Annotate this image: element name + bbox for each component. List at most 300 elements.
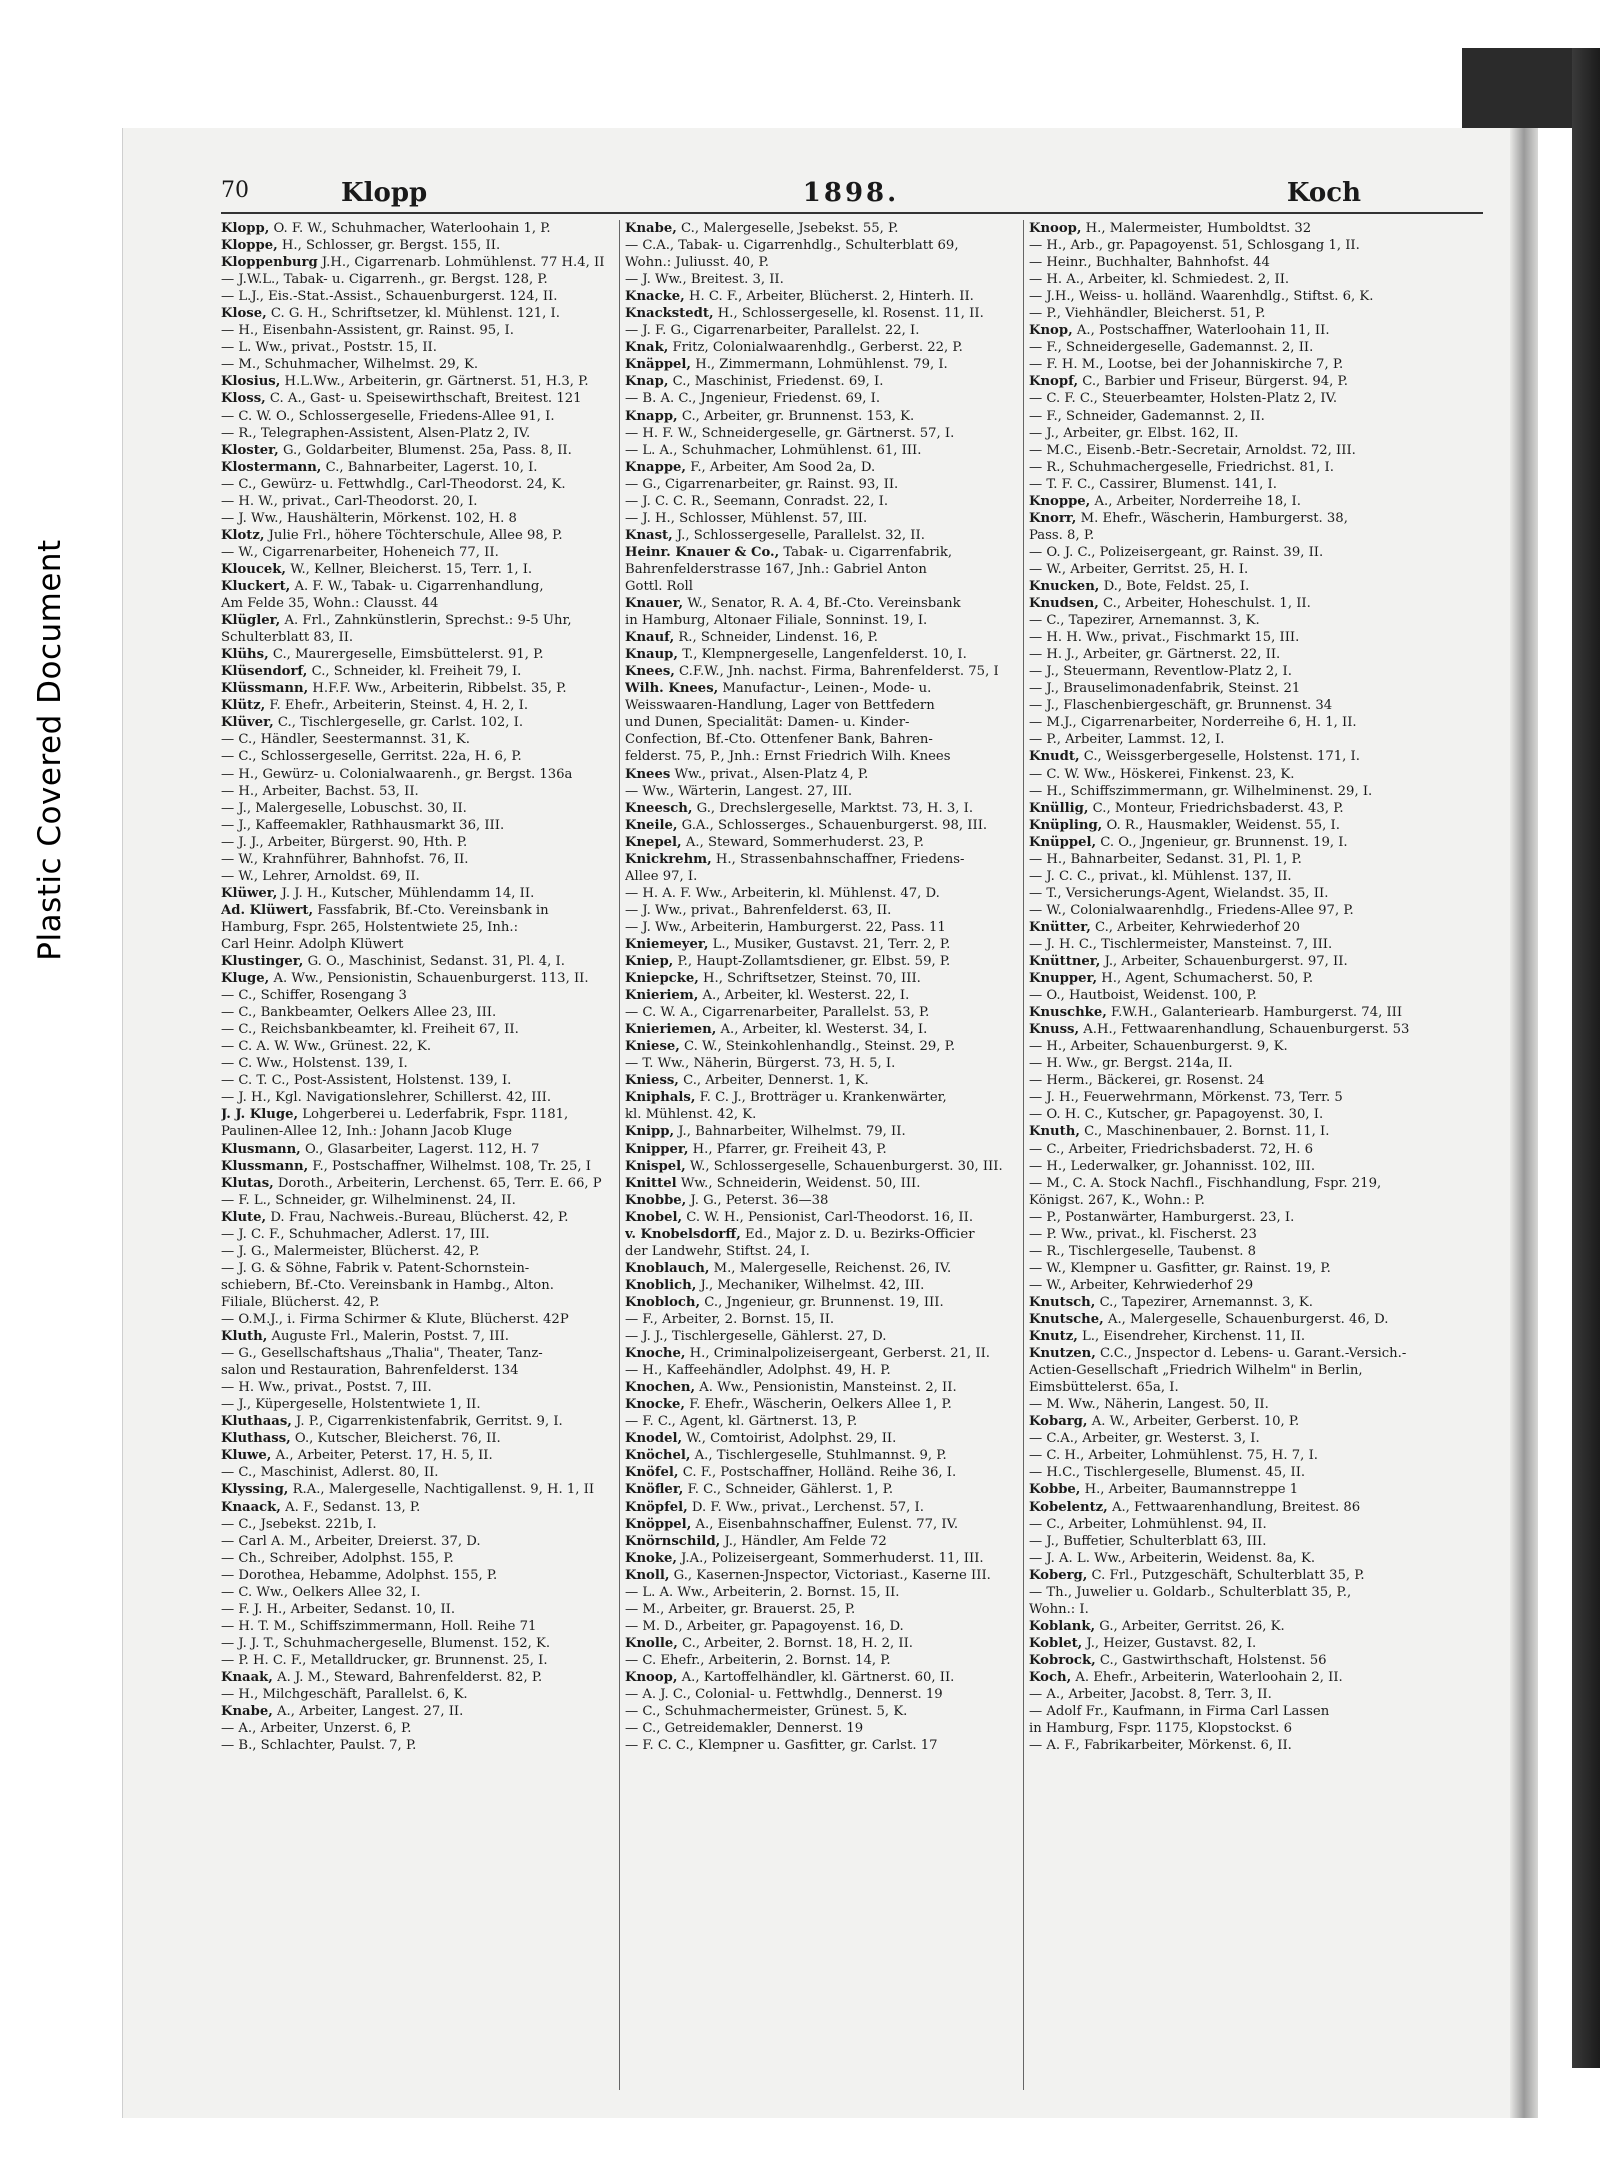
directory-entry: [1029, 1192, 1421, 1209]
entry-details: — J. J., Arbeiter, Bürgerst. 90, Hth. P.: [221, 834, 468, 850]
directory-column-1: [221, 220, 613, 2090]
entry-details: — C. W. O., Schlossergeselle, Friedens-Allee 91, I.: [221, 408, 555, 424]
entry-details: — J. H. C., Tischlermeister, Mansteinst. 7, III.: [1029, 936, 1333, 952]
entry-details: C., Arbeiter, 2. Bornst. 18, H. 2, II.: [677, 1635, 913, 1651]
entry-details: C., Weissgerbergeselle, Holstenst. 171, I.: [1079, 749, 1360, 765]
entry-details: A. F. W., Tabak- u. Cigarrenhandlung,: [290, 578, 544, 594]
directory-entry: [221, 1106, 613, 1123]
entry-details: — C., Bankbeamter, Oelkers Allee 23, III.: [221, 1005, 497, 1021]
entry-surname: Klussmann,: [221, 1158, 309, 1174]
entry-surname: Klutas,: [221, 1175, 274, 1191]
entry-details: L., Musiker, Gustavst. 21, Terr. 2, P.: [708, 936, 951, 952]
directory-entry: [221, 237, 613, 254]
entry-details: M., Malergeselle, Reichenst. 26, IV.: [709, 1260, 952, 1276]
directory-entry: [221, 1396, 613, 1413]
entry-details: H.L.Ww., Arbeiterin, gr. Gärtnerst. 51, H.3, P.: [280, 374, 589, 390]
entry-surname: Kniepcke,: [625, 971, 699, 987]
entry-details: — J. Ww., privat., Bahrenfelderst. 63, II.: [625, 902, 892, 918]
entry-details: — H. J., Arbeiter, gr. Gärtnerst. 22, II.: [1029, 647, 1281, 663]
entry-surname: Knüttner,: [1029, 954, 1101, 970]
entry-surname: Klyssing,: [221, 1482, 289, 1498]
entry-details: — C., Händler, Seestermannst. 31, K.: [221, 732, 470, 748]
entry-surname: Kniess,: [625, 1073, 679, 1089]
directory-entry: [625, 339, 1017, 356]
entry-surname: Koch,: [1029, 1669, 1072, 1685]
directory-entry: [1029, 1226, 1421, 1243]
entry-surname: Klotz,: [221, 527, 265, 543]
directory-entry: [221, 220, 613, 237]
entry-details: Tabak- u. Cigarrenfabrik,: [779, 544, 953, 560]
entry-details: Eimsbüttelerst. 65a, I.: [1029, 1380, 1179, 1396]
entry-details: Filiale, Blücherst. 42, P.: [221, 1294, 380, 1310]
entry-details: — W., Klempner u. Gasfitter, gr. Rainst. 19, P.: [1029, 1260, 1331, 1276]
entry-details: F. C. J., Brotträger u. Krankenwärter,: [695, 1090, 947, 1106]
entry-details: C., Schneider, kl. Freiheit 79, I.: [307, 664, 522, 680]
directory-entry: [221, 1243, 613, 1260]
entry-surname: Knüllig,: [1029, 800, 1089, 816]
entry-details: — B., Schlachter, Paulst. 7, P.: [221, 1738, 417, 1754]
directory-entry: [1029, 1567, 1421, 1584]
directory-entry: [221, 646, 613, 663]
entry-details: — J., Küpergeselle, Holstentwiete 1, II.: [221, 1397, 481, 1413]
entry-details: Wohn.: I.: [1029, 1601, 1089, 1617]
entry-surname: Kloss,: [221, 391, 266, 407]
entry-surname: Kniemeyer,: [625, 936, 709, 952]
directory-entry: [221, 1328, 613, 1345]
entry-details: — H., Lederwalker, gr. Johannisst. 102, III.: [1029, 1158, 1316, 1174]
directory-entry: [221, 766, 613, 783]
directory-entry: [221, 1021, 613, 1038]
directory-entry: [625, 1567, 1017, 1584]
entry-details: G. O., Maschinist, Sedanst. 31, Pl. 4, I.: [303, 954, 565, 970]
directory-entry: [221, 288, 613, 305]
directory-entry: [221, 612, 613, 629]
entry-surname: Knickrehm,: [625, 851, 712, 867]
scanner-edge: [1572, 48, 1600, 2068]
directory-entry: [625, 646, 1017, 663]
entry-details: — O.M.J., i. Firma Schirmer & Klute, Blücherst. 42P: [221, 1312, 569, 1327]
directory-entry: [221, 442, 613, 459]
directory-entry: [1029, 1703, 1421, 1720]
directory-entry: [1029, 629, 1421, 646]
directory-entry: [221, 1123, 613, 1140]
directory-entry: [1029, 408, 1421, 425]
entry-surname: Knak,: [625, 340, 669, 356]
directory-entry: [221, 356, 613, 373]
entry-details: — T. Ww., Näherin, Bürgerst. 73, H. 5, I.: [625, 1056, 896, 1072]
entry-details: — H. A., Arbeiter, kl. Schmiedest. 2, II.: [1029, 272, 1290, 288]
directory-entry: [1029, 339, 1421, 356]
entry-surname: Knöchel,: [625, 1448, 691, 1464]
entry-details: — M., C. A. Stock Nachfl., Fischhandlung, Fspr. 219,: [1029, 1175, 1382, 1191]
entry-surname: Klustinger,: [221, 954, 304, 970]
entry-details: — M.J., Cigarrenarbeiter, Norderreihe 6, H. 1, II.: [1029, 715, 1357, 731]
directory-entry: [1029, 1021, 1421, 1038]
directory-entry: [221, 1686, 613, 1703]
entry-details: A., Arbeiter, Peterst. 17, H. 5, II.: [271, 1448, 493, 1464]
directory-entry: [221, 680, 613, 697]
entry-surname: Kloppe,: [221, 238, 278, 254]
directory-entry: [1029, 783, 1421, 800]
directory-entry: [1029, 1516, 1421, 1533]
directory-entry: [625, 612, 1017, 629]
entry-details: C., Gastwirthschaft, Holstenst. 56: [1095, 1652, 1327, 1668]
entry-details: — Heinr., Buchhalter, Bahnhofst. 44: [1029, 255, 1270, 271]
entry-details: — H. H. Ww., privat., Fischmarkt 15, III.: [1029, 630, 1300, 646]
entry-details: W., Schlossergeselle, Schauenburgerst. 30, III.: [685, 1158, 1003, 1174]
directory-entry: [1029, 1481, 1421, 1498]
entry-details: Schulterblatt 83, II.: [221, 630, 354, 646]
entry-details: — O. H. C., Kutscher, gr. Papagoyenst. 30, I.: [1029, 1107, 1324, 1123]
entry-details: — P., Viehhändler, Bleicherst. 51, P.: [1029, 306, 1266, 322]
entry-surname: Knörnschild,: [625, 1533, 721, 1549]
entry-surname: Knabe,: [625, 221, 677, 236]
entry-surname: Knapp,: [625, 408, 678, 424]
directory-entry: [221, 1550, 613, 1567]
directory-entry: [625, 1106, 1017, 1123]
directory-entry: [1029, 868, 1421, 885]
entry-details: Ww., Schneiderin, Weidenst. 50, III.: [676, 1175, 921, 1191]
directory-entry: [625, 1533, 1017, 1550]
entry-details: Weisswaaren-Handlung, Lager von Bettfedern: [625, 698, 935, 714]
entry-details: — H.C., Tischlergeselle, Blumenst. 45, II.: [1029, 1465, 1306, 1481]
entry-surname: Kloucek,: [221, 561, 287, 577]
entry-details: — M. Ww., Näherin, Langest. 50, II.: [1029, 1397, 1269, 1413]
entry-details: A., Arbeiter, Norderreihe 18, I.: [1090, 493, 1301, 509]
entry-details: C., Tapezirer, Arnemannst. 3, K.: [1095, 1294, 1313, 1310]
entry-details: salon und Restauration, Bahrenfelderst. 134: [221, 1363, 519, 1379]
entry-surname: Knüppel,: [1029, 834, 1097, 850]
entry-details: L., Eisendreher, Kirchenst. 11, II.: [1077, 1329, 1306, 1345]
entry-details: — J., Steuermann, Reventlow-Platz 2, I.: [1029, 664, 1292, 680]
directory-entry: [1029, 1106, 1421, 1123]
entry-surname: Knuss,: [1029, 1022, 1080, 1038]
entry-surname: Knipper,: [625, 1141, 689, 1157]
entry-surname: Kluth,: [221, 1329, 268, 1345]
entry-details: C., Bahnarbeiter, Lagerst. 10, I.: [321, 459, 538, 475]
entry-details: — B. A. C., Jngenieur, Friedenst. 69, I.: [625, 391, 881, 407]
entry-details: — T., Versicherungs-Agent, Wielandst. 35, II.: [1029, 885, 1329, 901]
entry-details: — F., Schneidergeselle, Gademannst. 2, II.: [1029, 340, 1314, 356]
directory-entry: [625, 1669, 1017, 1686]
entry-details: — P., Postanwärter, Hamburgerst. 23, I.: [1029, 1209, 1295, 1225]
directory-entry: [625, 425, 1017, 442]
entry-surname: Knobbe,: [625, 1192, 687, 1208]
directory-entry: [221, 748, 613, 765]
directory-entry: [625, 288, 1017, 305]
entry-details: — H., Arbeiter, Bachst. 53, II.: [221, 783, 419, 799]
entry-surname: Knees: [625, 766, 671, 782]
entry-details: — J. C. C., privat., kl. Mühlenst. 137, II.: [1029, 868, 1292, 884]
directory-entry: [221, 1055, 613, 1072]
directory-entry: [221, 919, 613, 936]
entry-surname: Klühs,: [221, 647, 269, 663]
entry-details: H., Schlosser, gr. Bergst. 155, II.: [277, 238, 501, 254]
entry-details: O. F. W., Schuhmacher, Waterloohain 1, P.: [269, 221, 551, 236]
directory-entry: [625, 544, 1017, 561]
entry-details: J., Mechaniker, Wilhelmst. 42, III.: [696, 1277, 925, 1293]
directory-entry: [1029, 442, 1421, 459]
entry-details: A. F., Sedanst. 13, P.: [280, 1499, 421, 1515]
entry-details: H., Zimmermann, Lohmühlenst. 79, I.: [691, 357, 948, 373]
directory-entry: [625, 1141, 1017, 1158]
entry-details: — J. G. & Söhne, Fabrik v. Patent-Schornstein-: [221, 1260, 530, 1276]
entry-details: C., Maschinist, Friedenst. 69, I.: [668, 374, 884, 390]
entry-surname: Knöfel,: [625, 1465, 679, 1481]
directory-entry: [625, 851, 1017, 868]
entry-details: Lohgerberei u. Lederfabrik, Fspr. 1181,: [298, 1107, 569, 1123]
directory-entry: [221, 527, 613, 544]
entry-details: — J. J., Tischlergeselle, Gählerst. 27, D.: [625, 1329, 887, 1345]
directory-entry: [221, 1652, 613, 1669]
entry-surname: Knoblauch,: [625, 1260, 710, 1276]
entry-details: Paulinen-Allee 12, Inh.: Johann Jacob Kluge: [221, 1124, 512, 1140]
entry-details: — H. W., privat., Carl-Theodorst. 20, I.: [221, 493, 478, 509]
entry-surname: Knieriemen,: [625, 1022, 717, 1038]
directory-entry: [1029, 919, 1421, 936]
entry-details: — G., Gesellschaftshaus „Thalia", Theater, Tanz-: [221, 1346, 543, 1362]
entry-surname: Knuschke,: [1029, 1005, 1107, 1021]
entry-surname: Knoppe,: [1029, 493, 1091, 509]
directory-page: [122, 128, 1523, 2118]
directory-entry: [1029, 936, 1421, 953]
entry-details: H. C. F., Arbeiter, Blücherst. 2, Hinterh. II.: [684, 289, 974, 305]
entry-details: in Hamburg, Fspr. 1175, Klopstockst. 6: [1029, 1721, 1293, 1737]
entry-surname: Klose,: [221, 306, 267, 322]
entry-details: R.A., Malergeselle, Nachtigallenst. 9, H. 1, II: [288, 1482, 595, 1498]
directory-entry: [625, 1038, 1017, 1055]
directory-entry: [1029, 851, 1421, 868]
directory-entry: [1029, 731, 1421, 748]
directory-entry: [221, 1516, 613, 1533]
directory-entry: [625, 476, 1017, 493]
entry-details: — L.J., Eis.-Stat.-Assist., Schauenburgerst. 124, II.: [221, 289, 558, 305]
entry-details: J. G., Peterst. 36—38: [686, 1192, 829, 1208]
entry-details: Fassfabrik, Bf.-Cto. Vereinsbank in: [313, 902, 549, 918]
entry-details: J., Heizer, Gustavst. 82, I.: [1082, 1635, 1257, 1651]
entry-surname: Kluge,: [221, 971, 270, 987]
entry-details: — W., Arbeiter, Gerritst. 25, H. I.: [1029, 561, 1249, 577]
entry-details: C., Monteur, Friedrichsbaderst. 43, P.: [1088, 800, 1344, 816]
directory-entry: [625, 459, 1017, 476]
directory-entry: [221, 1158, 613, 1175]
directory-entry: [625, 1737, 1017, 1754]
entry-details: — J. G., Malermeister, Blücherst. 42, P.: [221, 1243, 480, 1259]
entry-details: C., Maschinenbauer, 2. Bornst. 11, I.: [1079, 1124, 1330, 1140]
entry-surname: Klüsendorf,: [221, 664, 308, 680]
entry-surname: Klopp,: [221, 221, 270, 236]
entry-details: — C. T. C., Post-Assistent, Holstenst. 139, I.: [221, 1073, 512, 1089]
directory-entry: [1029, 1533, 1421, 1550]
directory-entry: [625, 936, 1017, 953]
entry-details: C. A., Gast- u. Speisewirthschaft, Breitest. 121: [265, 391, 582, 407]
directory-entry: [625, 885, 1017, 902]
directory-entry: [625, 1584, 1017, 1601]
directory-entry: [1029, 305, 1421, 322]
directory-entry: [1029, 1379, 1421, 1396]
directory-entry: [1029, 1584, 1421, 1601]
directory-entry: [221, 1175, 613, 1192]
directory-entry: [625, 1192, 1017, 1209]
directory-entry: [1029, 680, 1421, 697]
directory-entry: [625, 987, 1017, 1004]
directory-entry: [1029, 1141, 1421, 1158]
entry-details: G., Drechslergeselle, Marktst. 73, H. 3, I.: [692, 800, 974, 816]
entry-details: — H. A. F. Ww., Arbeiterin, kl. Mühlenst. 47, D.: [625, 885, 940, 901]
entry-details: — F. H. M., Lootse, bei der Johanniskirche 7, P.: [1029, 357, 1344, 373]
page-year: 1898.: [802, 178, 900, 208]
entry-surname: Knopf,: [1029, 374, 1079, 390]
entry-details: — A., Arbeiter, Unzerst. 6, P.: [221, 1721, 412, 1737]
entry-details: J. J. H., Kutscher, Mühlendamm 14, II.: [277, 885, 535, 901]
directory-entry: [1029, 1720, 1421, 1737]
directory-entry: [625, 1072, 1017, 1089]
entry-details: F.W.H., Galanteriearb. Hamburgerst. 74, III: [1106, 1005, 1403, 1021]
directory-entry: [221, 1141, 613, 1158]
entry-details: — W., Krahnführer, Bahnhofst. 76, II.: [221, 851, 469, 867]
directory-entry: [221, 1413, 613, 1430]
entry-details: Königst. 267, K., Wohn.: P.: [1029, 1192, 1205, 1208]
entry-details: A. W., Arbeiter, Gerberst. 10, P.: [1087, 1414, 1300, 1430]
entry-details: H., Strassenbahnschaffner, Friedens-: [711, 851, 965, 867]
directory-entry: [221, 817, 613, 834]
entry-surname: Kniep,: [625, 954, 674, 970]
entry-details: C. F., Postschaffner, Holländ. Reihe 36, I.: [678, 1465, 957, 1481]
entry-details: A., Arbeiter, kl. Westerst. 22, I.: [698, 988, 910, 1004]
entry-surname: Kloppenburg: [221, 255, 318, 271]
directory-entry: [1029, 1362, 1421, 1379]
entry-surname: Kobbe,: [1029, 1482, 1081, 1498]
directory-entry: [1029, 1277, 1421, 1294]
directory-entry: [625, 1720, 1017, 1737]
directory-entry: [625, 1209, 1017, 1226]
directory-entry: [221, 305, 613, 322]
directory-entry: [625, 1345, 1017, 1362]
entry-surname: Knutzen,: [1029, 1346, 1096, 1362]
entry-details: C. W., Steinkohlenhandlg., Steinst. 29, P.: [679, 1039, 956, 1055]
entry-details: — P. Ww., privat., kl. Fischerst. 23: [1029, 1226, 1257, 1242]
entry-details: — O. J. C., Polizeisergeant, gr. Rainst. 39, II.: [1029, 544, 1324, 560]
entry-details: — R., Schuhmachergeselle, Friedrichst. 81, I.: [1029, 459, 1334, 475]
directory-entry: [625, 970, 1017, 987]
entry-details: D. F. Ww., privat., Lerchenst. 57, I.: [687, 1499, 924, 1515]
entry-details: — Dorothea, Hebamme, Adolphst. 155, P.: [221, 1567, 498, 1583]
directory-entry: [1029, 1345, 1421, 1362]
directory-entry: [221, 834, 613, 851]
entry-details: A. Ww., Pensionistin, Mansteinst. 2, II.: [695, 1380, 957, 1396]
directory-entry: [625, 561, 1017, 578]
entry-details: — F. J. H., Arbeiter, Sedanst. 10, II.: [221, 1601, 456, 1617]
entry-details: — C. H., Arbeiter, Lohmühlenst. 75, H. 7, I.: [1029, 1448, 1318, 1464]
entry-details: — W., Lehrer, Arnoldst. 69, II.: [221, 868, 420, 884]
left-catchword: Klopp: [341, 178, 428, 208]
directory-entry: [1029, 902, 1421, 919]
entry-details: A. Frl., Zahnkünstlerin, Sprechst.: 9-5 Uhr,: [280, 613, 572, 629]
directory-entry: [1029, 834, 1421, 851]
entry-details: C. W. H., Pensionist, Carl-Theodorst. 16, II.: [682, 1209, 974, 1225]
directory-entry: [221, 970, 613, 987]
entry-surname: Knobel,: [625, 1209, 683, 1225]
directory-entry: [221, 1379, 613, 1396]
entry-details: O., Glasarbeiter, Lagerst. 112, H. 7: [300, 1141, 540, 1157]
directory-entry: [1029, 527, 1421, 544]
entry-details: W., Comtoirist, Adolphst. 29, II.: [682, 1431, 897, 1447]
entry-details: M. Ehefr., Wäscherin, Hamburgerst. 38,: [1076, 510, 1348, 526]
entry-details: H., Schriftsetzer, Steinst. 70, III.: [698, 971, 921, 987]
directory-entry: [625, 817, 1017, 834]
entry-details: C., Barbier und Friseur, Bürgerst. 94, P.: [1078, 374, 1348, 390]
entry-details: C., Arbeiter, gr. Brunnenst. 153, K.: [677, 408, 915, 424]
entry-details: D., Bote, Feldst. 25, I.: [1099, 578, 1250, 594]
directory-entry: [1029, 1396, 1421, 1413]
entry-details: W., Kellner, Bleicherst. 15, Terr. 1, I.: [286, 561, 533, 577]
directory-entry: [1029, 493, 1421, 510]
entry-details: G., Kasernen-Jnspector, Victoriast., Kaserne III.: [669, 1567, 991, 1583]
entry-details: — Carl A. M., Arbeiter, Dreierst. 37, D.: [221, 1533, 481, 1549]
entry-surname: Kneesch,: [625, 800, 693, 816]
directory-entry: [625, 493, 1017, 510]
directory-entry: [625, 834, 1017, 851]
directory-entry: [221, 339, 613, 356]
entry-details: Fritz, Colonialwaarenhdlg., Gerberst. 22, P.: [668, 340, 963, 356]
entry-details: — C., Getreidemakler, Dennerst. 19: [625, 1721, 864, 1737]
entry-details: — W., Cigarrenarbeiter, Hoheneich 77, II.: [221, 544, 499, 560]
entry-surname: Knolle,: [625, 1635, 678, 1651]
entry-surname: Knauer,: [625, 596, 684, 612]
directory-entry: [1029, 595, 1421, 612]
entry-surname: Knöppel,: [625, 1516, 692, 1532]
directory-entry: [625, 1618, 1017, 1635]
directory-entry: [625, 1226, 1017, 1243]
directory-entry: [625, 1328, 1017, 1345]
entry-details: T., Klempnergeselle, Langenfelderst. 10, I.: [678, 647, 967, 663]
entry-details: — C. W. A., Cigarrenarbeiter, Parallelst. 53, P.: [625, 1005, 930, 1021]
directory-entry: [1029, 1089, 1421, 1106]
directory-entry: [221, 1737, 613, 1754]
directory-entry: [221, 1430, 613, 1447]
entry-details: — C., Reichsbankbeamter, kl. Freiheit 67, II.: [221, 1022, 519, 1038]
directory-entry: [625, 322, 1017, 339]
entry-surname: Knacke,: [625, 289, 685, 305]
directory-entry: [1029, 970, 1421, 987]
directory-entry: [221, 1209, 613, 1226]
entry-surname: Knieriem,: [625, 988, 699, 1004]
entry-details: — J. Ww., Arbeiterin, Hamburgerst. 22, Pass. 11: [625, 919, 946, 935]
directory-entry: [625, 1311, 1017, 1328]
directory-entry: [221, 1038, 613, 1055]
entry-details: O., Kutscher, Bleicherst. 76, II.: [290, 1431, 501, 1447]
entry-surname: Knoop,: [625, 1669, 678, 1685]
entry-surname: Kluwe,: [221, 1448, 272, 1464]
entry-details: — J. C. C. R., Seemann, Conradst. 22, I.: [625, 493, 889, 509]
directory-entry: [625, 1703, 1017, 1720]
directory-entry: [625, 629, 1017, 646]
entry-details: — C., Schuhmachermeister, Grünest. 5, K.: [625, 1704, 908, 1720]
entry-details: — J. F. G., Cigarrenarbeiter, Parallelst. 22, I.: [625, 323, 920, 339]
directory-entry: [625, 271, 1017, 288]
header-rule: [221, 212, 1483, 214]
directory-entry: [625, 1362, 1017, 1379]
column-divider: [1023, 220, 1024, 2090]
directory-entry: [221, 1447, 613, 1464]
entry-details: — F., Arbeiter, 2. Bornst. 15, II.: [625, 1312, 835, 1327]
entry-details: in Hamburg, Altonaer Filiale, Sonninst. 19, I.: [625, 613, 928, 629]
entry-details: A., Postschaffner, Waterloohain 11, II.: [1072, 323, 1330, 339]
directory-entry: [625, 1379, 1017, 1396]
entry-details: Allee 97, I.: [625, 868, 698, 884]
entry-surname: Knittel: [625, 1175, 677, 1191]
directory-entry: [625, 1277, 1017, 1294]
